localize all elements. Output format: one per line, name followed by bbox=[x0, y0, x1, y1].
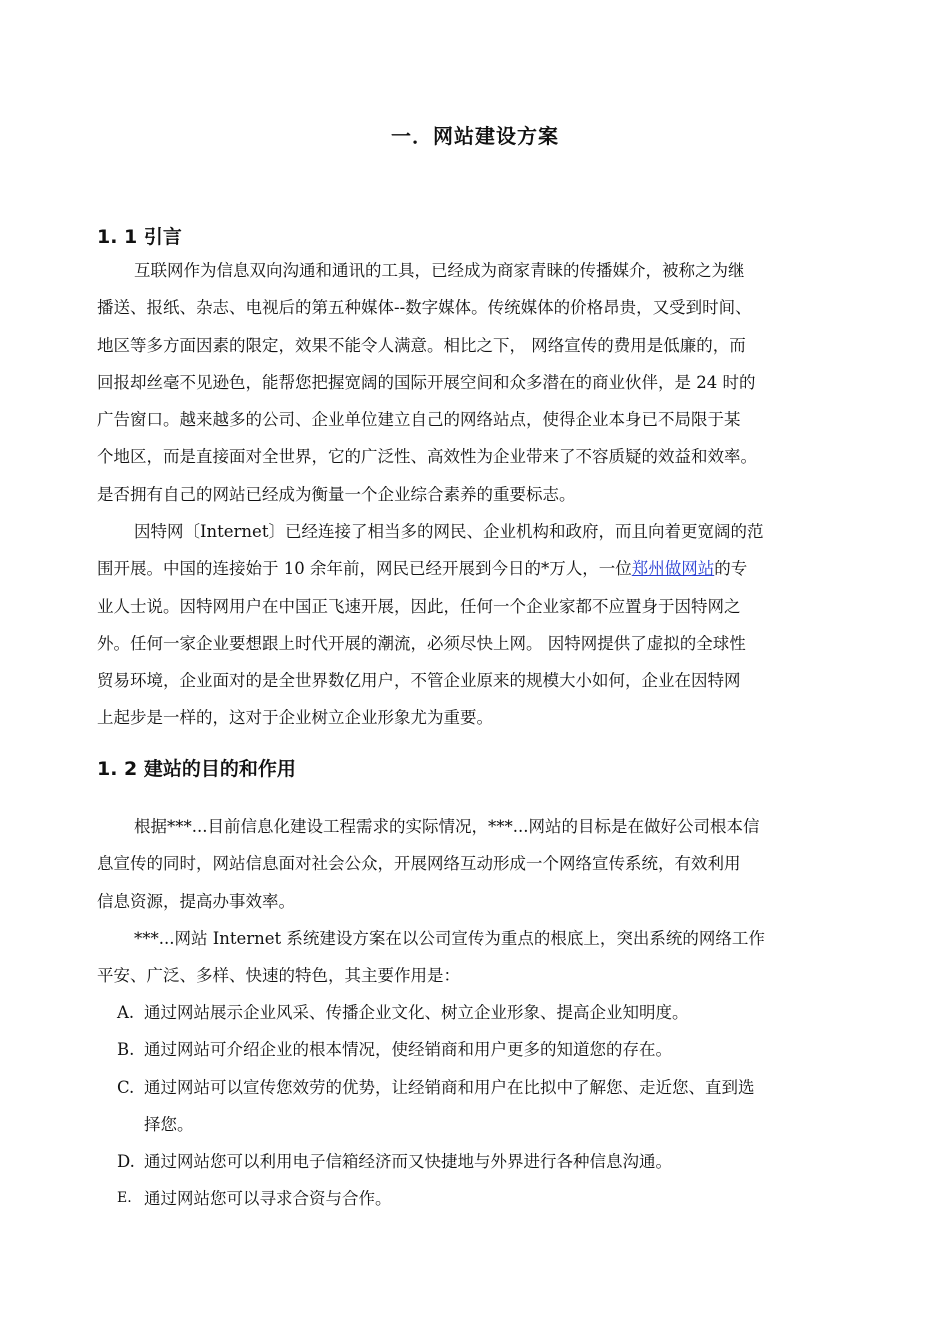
text-line: 广告窗口。越来越多的公司、企业单位建立自己的网络站点，使得企业本身已不局限于某 bbox=[97, 410, 741, 430]
intro-paragraph-2 bbox=[97, 513, 867, 737]
text-line-with-link bbox=[97, 550, 867, 587]
text-line: 根据***...目前信息化建设工程需求的实际情况，***...网站的目标是在做好公司根本信 bbox=[134, 817, 760, 836]
text-line: 息宣传的同时，网站信息面对社会公众，开展网络互动形成一个网络宣传系统，有效利用 bbox=[97, 854, 741, 874]
text-line: 播送、报纸、杂志、电视后的第五种媒体--数字媒体。传统媒体的价格昂贵，又受到时间、 bbox=[97, 298, 752, 318]
list-marker: A. bbox=[117, 1003, 135, 1022]
list-marker: C. bbox=[117, 1077, 135, 1097]
text-segment: 围开展。中国的连接始于 10 余年前，网民已经开展到今日的*万人，一位 bbox=[97, 559, 632, 579]
list-item-text: 通过网站可介绍企业的根本情况，使经销商和用户更多的知道您的存在。 bbox=[144, 1040, 672, 1060]
list-marker: B. bbox=[117, 1040, 135, 1060]
list-item bbox=[97, 1069, 877, 1144]
zhengzhou-website-link[interactable]: 郑州做网站 bbox=[631, 559, 715, 579]
section-heading-intro: 1. 1 引言 bbox=[97, 226, 182, 248]
purpose-paragraph-2 bbox=[97, 920, 867, 995]
purpose-paragraph-1 bbox=[97, 808, 867, 920]
list-item-text: 通过网站您可以利用电子信箱经济而又快捷地与外界进行各种信息沟通。 bbox=[144, 1152, 672, 1172]
text-line: 地区等多方面因素的限定，效果不能令人满意。相比之下， 网络宣传的费用是低廉的，而 bbox=[97, 335, 746, 355]
list-item-text: 通过网站您可以寻求合资与合作。 bbox=[144, 1189, 392, 1209]
text-line: 贸易环境，企业面对的是全世界数亿用户，不管企业原来的规模大小如何，企业在因特网 bbox=[97, 671, 741, 691]
section-heading-purpose: 1. 2 建站的目的和作用 bbox=[97, 758, 296, 780]
list-item-text: 通过网站可以宣传您效劳的优势，让经销商和用户在比拟中了解您、走近您、直到选 bbox=[144, 1077, 755, 1097]
list-item bbox=[97, 1143, 877, 1180]
text-line: ***...网站 Internet 系统建设方案在以公司宣传为重点的根底上，突出系统的网络工作 bbox=[134, 929, 765, 948]
page-title: 一．网站建设方案 bbox=[391, 124, 559, 148]
text-line: 信息资源，提高办事效率。 bbox=[97, 891, 295, 911]
text-line: 是否拥有自己的网站已经成为衡量一个企业综合素养的重要标志。 bbox=[97, 484, 576, 504]
list-item bbox=[97, 1031, 877, 1068]
list-item-text: 择您。 bbox=[144, 1114, 194, 1134]
text-line: 上起步是一样的，这对于企业树立企业形象尤为重要。 bbox=[97, 708, 493, 728]
list-marker: D. bbox=[117, 1152, 135, 1172]
list-item bbox=[97, 1180, 877, 1217]
text-line: 互联网作为信息双向沟通和通讯的工具，已经成为商家青睐的传播媒介，被称之为继 bbox=[134, 261, 745, 280]
intro-paragraph-1 bbox=[97, 252, 867, 513]
list-marker: E. bbox=[117, 1190, 132, 1207]
text-line: 业人士说。因特网用户在中国正飞速开展，因此，任何一个企业家都不应置身于因特网之 bbox=[97, 596, 741, 616]
text-line: 个地区，而是直接面对全世界，它的广泛性、高效性为企业带来了不容质疑的效益和效率。 bbox=[97, 447, 757, 467]
text-line: 外。任何一家企业要想跟上时代开展的潮流，必须尽快上网。 因特网提供了虚拟的全球性 bbox=[97, 633, 746, 653]
text-line: 回报却丝毫不见逊色，能帮您把握宽阔的国际开展空间和众多潜在的商业伙伴，是 24 时的 bbox=[97, 372, 756, 392]
text-line: 因特网〔Internet〕已经连接了相当多的网民、企业机构和政府，而且向着更宽阔的范 bbox=[134, 522, 764, 541]
list-item bbox=[97, 994, 877, 1031]
text-segment: 的专 bbox=[714, 559, 748, 579]
text-line: 平安、广泛、多样、快速的特色，其主要作用是： bbox=[97, 966, 460, 986]
list-item-text: 通过网站展示企业风采、传播企业文化、树立企业形象、提高企业知明度。 bbox=[144, 1003, 689, 1022]
purpose-list bbox=[97, 994, 877, 1218]
